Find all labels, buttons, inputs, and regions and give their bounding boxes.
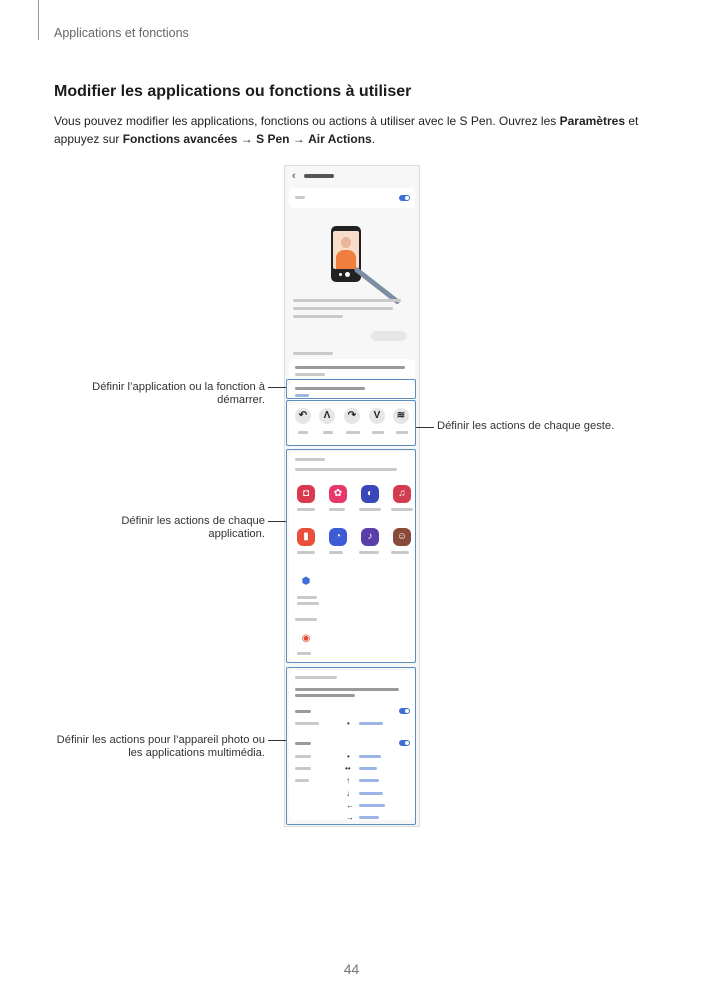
air-actions-title [304, 174, 334, 178]
gesture-up-icon[interactable]: Ʌ [319, 408, 335, 424]
samsung-app-icon[interactable]: ◔ [329, 528, 347, 546]
chevron-left-icon[interactable]: ‹ [292, 170, 296, 182]
master-switch-card [289, 188, 415, 208]
page-heading: Modifier les applications ou fonctions à utiliser [54, 83, 412, 100]
gesture-back-icon[interactable]: ↶ [295, 408, 311, 424]
photo-app-icon[interactable]: ☺ [393, 528, 411, 546]
leader-gestures [416, 427, 434, 428]
gesture-shake-icon[interactable]: ≋ [393, 408, 409, 424]
leader-launch [268, 387, 286, 388]
callout-launch: Définir l’application ou la fonction à démarrer. [92, 381, 265, 406]
arrow-left-icon: ← [346, 801, 354, 810]
settings-app-icon[interactable]: ⬢ [297, 573, 315, 591]
voice-recorder-app-icon[interactable]: ♫ [393, 485, 411, 503]
chrome-app-icon[interactable]: ◉ [297, 630, 315, 648]
callout-apps: Définir les actions de chaque application. [121, 515, 265, 540]
arrow-down-icon: ↓ [346, 789, 350, 798]
camera-app-icon[interactable]: ◘ [297, 485, 315, 503]
master-toggle[interactable] [399, 195, 410, 201]
media-app-icon[interactable]: ♪ [361, 528, 379, 546]
apps-highlight-box [286, 449, 416, 663]
double-press-icon: •• [345, 764, 351, 773]
callout-media: Définir les actions pour l’appareil photo ou les applications multimédia. [56, 734, 265, 759]
header-rule [38, 0, 39, 40]
notes-app-icon[interactable]: ▮ [297, 528, 315, 546]
arrow-up-icon: ↑ [346, 776, 350, 785]
single-press-icon: • [347, 719, 350, 728]
intro-paragraph: Vous pouvez modifier les applications, fonctions ou actions à utiliser avec le S Pen. Ouvrez les Paramètres et appuyez sur Fonctions avancées → S Pen → Air Actions. [54, 114, 639, 146]
gestures-highlight-box [286, 400, 416, 446]
callout-gestures: Définir les actions de chaque geste. [437, 420, 615, 432]
leader-media [268, 740, 286, 741]
media-highlight-box [286, 667, 416, 825]
gesture-forward-icon[interactable]: ↷ [344, 408, 360, 424]
gallery-app-icon[interactable]: ✿ [329, 485, 347, 503]
leader-apps [268, 521, 286, 522]
page-number: 44 [343, 961, 360, 977]
arrow-right-icon: → [346, 813, 354, 822]
single-press-icon-2: • [347, 752, 350, 761]
launch-highlight-box [286, 379, 416, 399]
internet-app-icon[interactable]: ◐ [361, 485, 379, 503]
section-title: Applications et fonctions [54, 26, 189, 40]
gesture-down-icon[interactable]: V [369, 408, 385, 424]
learn-button[interactable] [371, 331, 407, 341]
